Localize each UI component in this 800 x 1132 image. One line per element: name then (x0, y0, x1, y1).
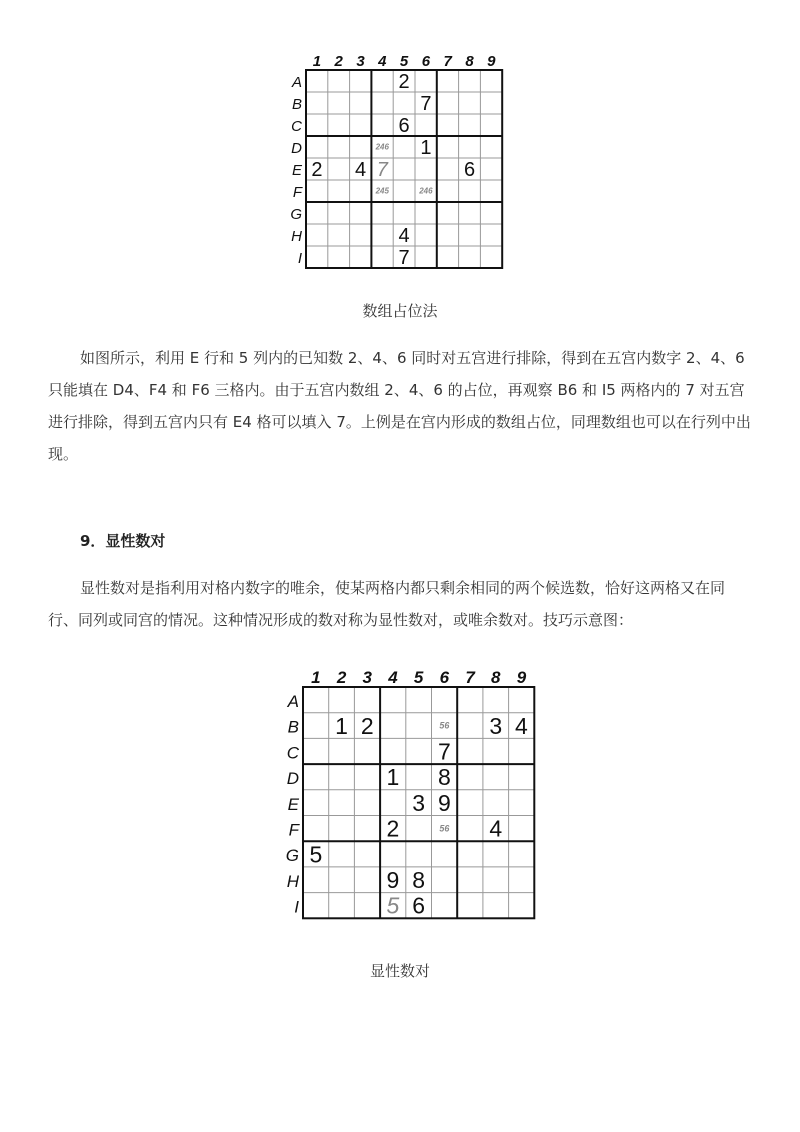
column-label: 5 (399, 53, 409, 70)
candidate-note: 246 (375, 142, 389, 152)
placed-digit: 5 (386, 892, 400, 919)
column-label: 9 (487, 53, 496, 70)
column-label: 1 (311, 668, 321, 687)
column-label: 3 (362, 668, 372, 687)
figure-2-caption: 显性数对 (369, 962, 430, 980)
section-heading: 9．显性数对 (80, 532, 166, 550)
row-label: F (288, 820, 299, 840)
given-digit: 2 (398, 71, 410, 94)
row-label: C (291, 118, 302, 136)
row-label: D (291, 140, 302, 158)
sudoku-grid-1 (280, 50, 512, 272)
sudoku-grid-2 (276, 665, 540, 921)
column-label: 8 (465, 53, 474, 70)
given-digit: 9 (386, 866, 400, 893)
candidate-note: 56 (439, 720, 450, 731)
given-digit: 6 (463, 159, 476, 182)
given-digit: 2 (386, 815, 400, 842)
row-label: H (286, 871, 299, 891)
given-digit: 7 (398, 247, 410, 270)
given-digit: 8 (412, 866, 426, 893)
given-digit: 1 (335, 712, 348, 739)
row-label: B (287, 717, 299, 737)
row-label: H (291, 228, 302, 246)
column-label: 7 (443, 53, 452, 70)
row-label: B (291, 96, 302, 114)
body-paragraph-2: 显性数对是指利用对格内数字的唯余，使某两格内都只剩余相同的两个候选数，恰好这两格又在同行、同列或同宫的情况。这种情况形成的数对称为显性数对，或唯余数对。技巧示意图： (48, 579, 726, 629)
column-label: 5 (413, 668, 424, 687)
given-digit: 1 (420, 137, 432, 160)
row-label: G (290, 206, 302, 224)
row-label: I (297, 250, 302, 268)
row-label: I (294, 897, 299, 917)
row-label: E (287, 794, 299, 814)
row-label: D (286, 769, 299, 789)
given-digit: 7 (420, 93, 432, 116)
row-label: G (285, 846, 299, 866)
figure-1-caption: 数组占位法 (362, 302, 438, 320)
given-digit: 3 (489, 712, 503, 739)
column-label: 4 (388, 668, 398, 687)
column-label: 7 (465, 668, 475, 687)
column-label: 9 (516, 668, 527, 687)
candidate-note: 245 (375, 186, 389, 196)
sudoku-figure-1 (280, 50, 512, 276)
given-digit: 6 (412, 892, 426, 919)
placed-digit: 7 (376, 159, 388, 182)
given-digit: 9 (437, 789, 451, 816)
row-label: E (291, 162, 302, 180)
column-label: 1 (312, 53, 322, 70)
given-digit: 4 (354, 159, 367, 182)
column-label: 4 (378, 53, 387, 70)
candidate-note: 246 (419, 186, 433, 196)
column-label: 3 (356, 53, 365, 70)
column-label: 8 (491, 668, 501, 687)
given-digit: 5 (309, 841, 323, 868)
given-digit: 3 (412, 789, 426, 816)
given-digit: 1 (386, 764, 400, 791)
row-label: F (292, 184, 302, 202)
column-label: 2 (334, 53, 343, 70)
row-label: A (287, 692, 299, 712)
given-digit: 7 (437, 738, 451, 765)
column-label: 2 (336, 668, 347, 687)
body-paragraph-1: 如图所示，利用 E 行和 5 列内的已知数 2、4、6 同时对五宫进行排除，得到在五宫内数字 2、4、6 只能填在 D4、F4 和 F6 三格内。由于五宫内数组 2、4、6 的占位，再观察 B6 和 I5 两格内的 7 对五宫进行排除，得到五宫内只有 E4 格可以填入 7。上例是在宫内形成的数组占位，同理数组也可以在行列中出现。 (48, 349, 751, 463)
given-digit: 4 (515, 712, 528, 739)
given-digit: 2 (311, 159, 323, 182)
given-digit: 8 (437, 764, 451, 791)
row-label: C (286, 743, 299, 763)
given-digit: 2 (360, 712, 374, 739)
column-label: 6 (439, 668, 450, 687)
given-digit: 4 (489, 815, 503, 842)
candidate-note: 56 (439, 823, 450, 834)
row-label: A (291, 74, 302, 92)
given-digit: 4 (398, 225, 410, 248)
sudoku-figure-2 (276, 665, 540, 925)
given-digit: 6 (398, 115, 410, 138)
column-label: 6 (421, 53, 431, 70)
